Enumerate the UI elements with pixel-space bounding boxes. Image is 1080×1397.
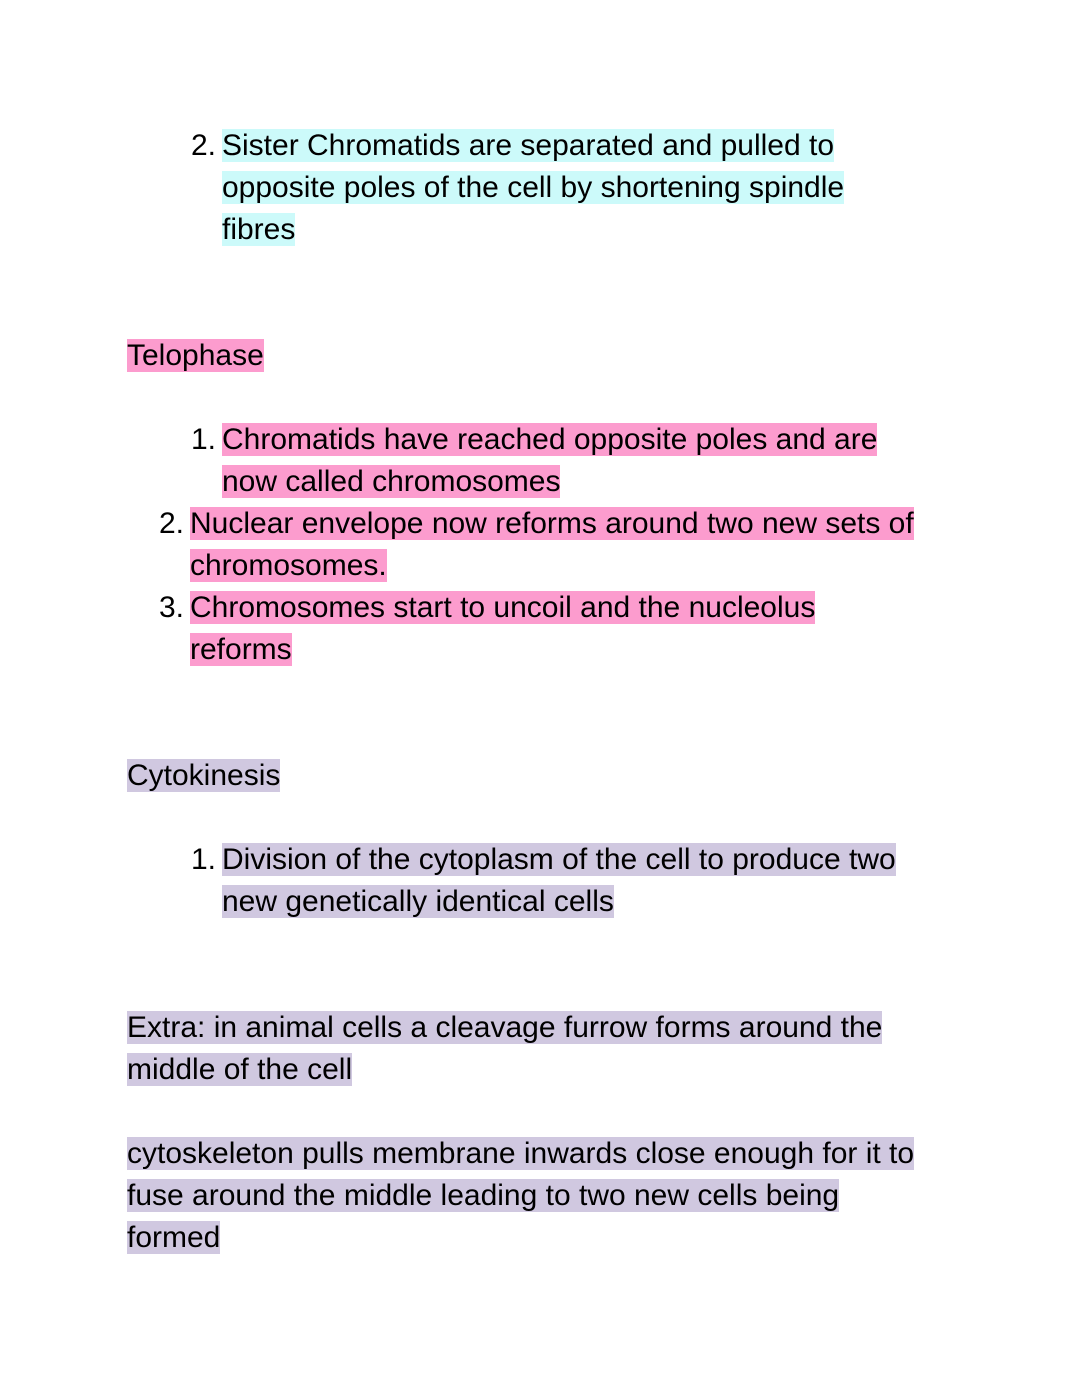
extra-paragraph-1 xyxy=(127,1007,937,1091)
list-item-text: Nuclear envelope now reforms around two new sets of chromosomes. xyxy=(190,507,914,582)
list-number: 1. xyxy=(190,843,216,876)
cytokinesis-list-item-1 xyxy=(185,839,945,923)
list-item-text: Chromosomes start to uncoil and the nucleolus reforms xyxy=(190,591,816,666)
cytokinesis-heading xyxy=(127,755,280,797)
paragraph-text: Extra: in animal cells a cleavage furrow forms around the middle of the cell xyxy=(127,1011,883,1086)
list-number: 2. xyxy=(158,507,184,540)
paragraph-text: cytoskeleton pulls membrane inwards close enough for it to fuse around the middle leading to two new cells being formed xyxy=(127,1137,915,1254)
heading-text: Telophase xyxy=(127,339,264,372)
list-number: 3. xyxy=(158,591,184,624)
list-item-text: Chromatids have reached opposite poles and are now called chromosomes xyxy=(222,423,878,498)
list-number: 2. xyxy=(190,129,216,162)
telophase-list-item-3 xyxy=(153,587,853,671)
list-number: 1. xyxy=(190,423,216,456)
telophase-list-item-2 xyxy=(153,503,933,587)
heading-text: Cytokinesis xyxy=(127,759,281,792)
telophase-list-item-1 xyxy=(185,419,925,503)
list-item-text: Sister Chromatids are separated and pulled to opposite poles of the cell by shortening spindle fibres xyxy=(222,129,845,246)
extra-paragraph-2 xyxy=(127,1133,937,1259)
telophase-heading xyxy=(127,335,264,377)
list-item-text: Division of the cytoplasm of the cell to produce two new genetically identical cells xyxy=(222,843,896,918)
anaphase-list-item-2 xyxy=(185,125,885,251)
